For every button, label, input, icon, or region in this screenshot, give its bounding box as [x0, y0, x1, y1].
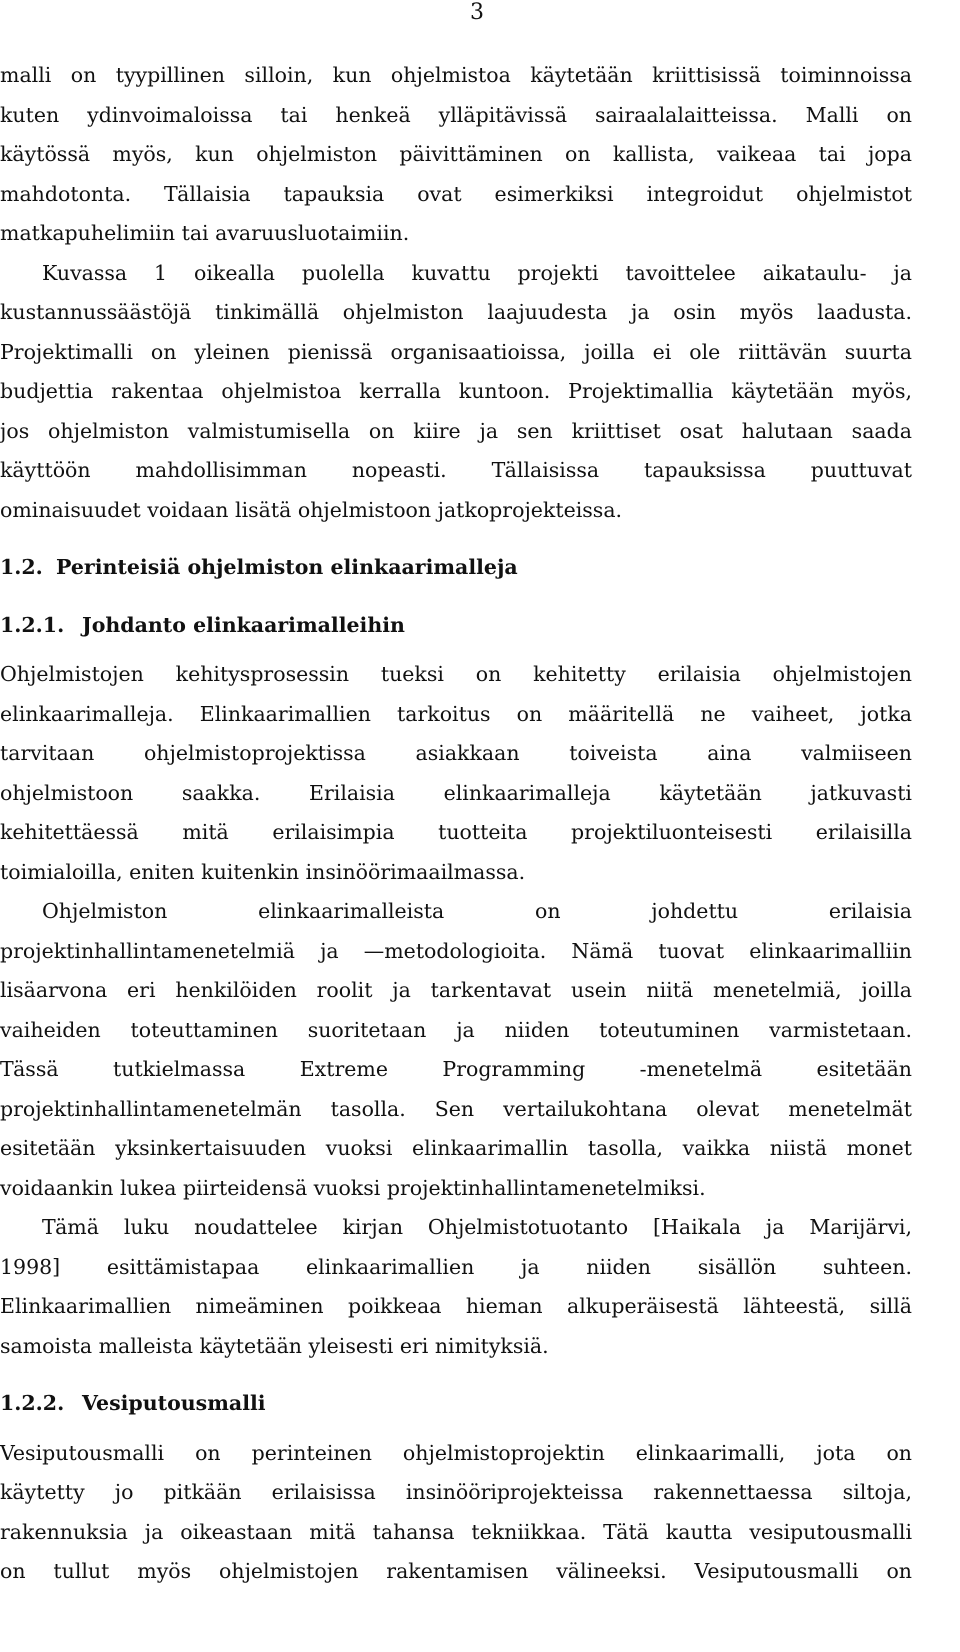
page-content [0, 56, 912, 1592]
section-number: 1.2. [0, 555, 43, 579]
paragraph [0, 892, 912, 1208]
text-line: kustannussäästöjä tinkimällä ohjelmiston laajuudesta ja osin myös laadusta. [0, 300, 912, 324]
text-line: Elinkaarimallien nimeäminen poikkeaa hieman alkuperäisestä lähteestä, sillä [0, 1294, 912, 1318]
text-line: käytetty jo pitkään erilaisissa insinööriprojekteissa rakennettaessa siltoja, [0, 1480, 912, 1504]
text-line: jos ohjelmiston valmistumisella on kiire ja sen kriittiset osat halutaan saada [0, 418, 912, 443]
text-line: tarvitaan ohjelmistoprojektissa asiakkaan toiveista aina valmiiseen [0, 741, 912, 765]
text-line: projektinhallintamenetelmiä ja —metodologioita. Nämä tuovat elinkaarimalliin [0, 938, 912, 963]
text-line: budjettia rakentaa ohjelmistoa kerralla kuntoon. Projektimallia käytetään myös, [0, 379, 912, 403]
paragraph [0, 1434, 912, 1592]
page-number: 3 [470, 0, 484, 25]
text-line: Kuvassa 1 oikealla puolella kuvattu projekti tavoittelee aikataulu- ja [42, 260, 912, 285]
paragraph [0, 254, 912, 531]
text-line: Ohjelmistojen kehitysprosessin tueksi on kehitetty erilaisia ohjelmistojen [0, 662, 912, 686]
text-line: malli on tyypillinen silloin, kun ohjelmistoa käytetään kriittisissä toiminnoissa [0, 63, 912, 87]
subsection-title: Vesiputousmalli [82, 1391, 266, 1415]
text-line: kuten ydinvoimaloissa tai henkeä ylläpitävissä sairaalalaitteissa. Malli on [0, 102, 912, 127]
paragraph [0, 1208, 912, 1366]
text-line: Ohjelmiston elinkaarimalleista on johdettu erilaisia [42, 899, 912, 923]
text-line: ohjelmistoon saakka. Erilaisia elinkaarimalleja käytetään jatkuvasti [0, 780, 912, 805]
text-line: on tullut myös ohjelmistojen rakentamisen välineeksi. Vesiputousmalli on [0, 1559, 912, 1583]
section-title: Perinteisiä ohjelmiston elinkaarimalleja [56, 555, 518, 579]
subsection-heading [0, 606, 912, 646]
text-line: projektinhallintamenetelmän tasolla. Sen vertailukohtana olevat menetelmät [0, 1096, 912, 1121]
text-line: vaiheiden toteuttaminen suoritetaan ja niiden toteutuminen varmistetaan. [0, 1017, 912, 1042]
subsection-heading [0, 1384, 912, 1424]
text-line: Vesiputousmalli on perinteinen ohjelmistoprojektin elinkaarimalli, jota on [0, 1440, 912, 1465]
paragraph [0, 655, 912, 892]
subsection-number: 1.2.2. [0, 1391, 65, 1415]
text-line: toimialoilla, eniten kuitenkin insinöörimaailmassa. [0, 859, 526, 884]
text-line: mahdotonta. Tällaisia tapauksia ovat esimerkiksi integroidut ohjelmistot [0, 181, 912, 206]
subsection-title: Johdanto elinkaarimalleihin [82, 612, 405, 637]
text-line: rakennuksia ja oikeastaan mitä tahansa tekniikkaa. Tätä kautta vesiputousmalli [0, 1519, 912, 1544]
subsection-number: 1.2.1. [0, 612, 65, 637]
text-line: esitetään yksinkertaisuuden vuoksi elinkaarimallin tasolla, vaikka niistä monet [0, 1136, 912, 1160]
text-line: voidaankin lukea piirteidensä vuoksi projektinhallintamenetelmiksi. [0, 1175, 706, 1200]
text-line: Tämä luku noudattelee kirjan Ohjelmistotuotanto [Haikala ja Marijärvi, [42, 1215, 912, 1239]
text-line: ominaisuudet voidaan lisätä ohjelmistoon jatkoprojekteissa. [0, 497, 623, 522]
text-line: kehitettäessä mitä erilaisimpia tuotteita projektiluonteisesti erilaisilla [0, 820, 912, 844]
text-line: elinkaarimalleja. Elinkaarimallien tarkoitus on määritellä ne vaiheet, jotka [0, 701, 912, 726]
text-line: 1998] esittämistapaa elinkaarimallien ja niiden sisällön suhteen. [0, 1254, 912, 1279]
text-line: Tässä tutkielmassa Extreme Programming -menetelmä esitetään [0, 1057, 912, 1081]
text-line: matkapuhelimiin tai avaruusluotaimiin. [0, 221, 410, 245]
paragraph [0, 56, 912, 254]
text-line: käyttöön mahdollisimman nopeasti. Tällaisissa tapauksissa puuttuvat [0, 458, 912, 482]
text-line: käytössä myös, kun ohjelmiston päivittäminen on kallista, vaikeaa tai jopa [0, 142, 912, 166]
text-line: samoista malleista käytetään yleisesti eri nimityksiä. [0, 1333, 549, 1358]
text-line: lisäarvona eri henkilöiden roolit ja tarkentavat usein niitä menetelmiä, joilla [0, 978, 912, 1002]
text-line: Projektimalli on yleinen pienissä organisaatioissa, joilla ei ole riittävän suurta [0, 339, 912, 364]
section-heading [0, 548, 912, 588]
